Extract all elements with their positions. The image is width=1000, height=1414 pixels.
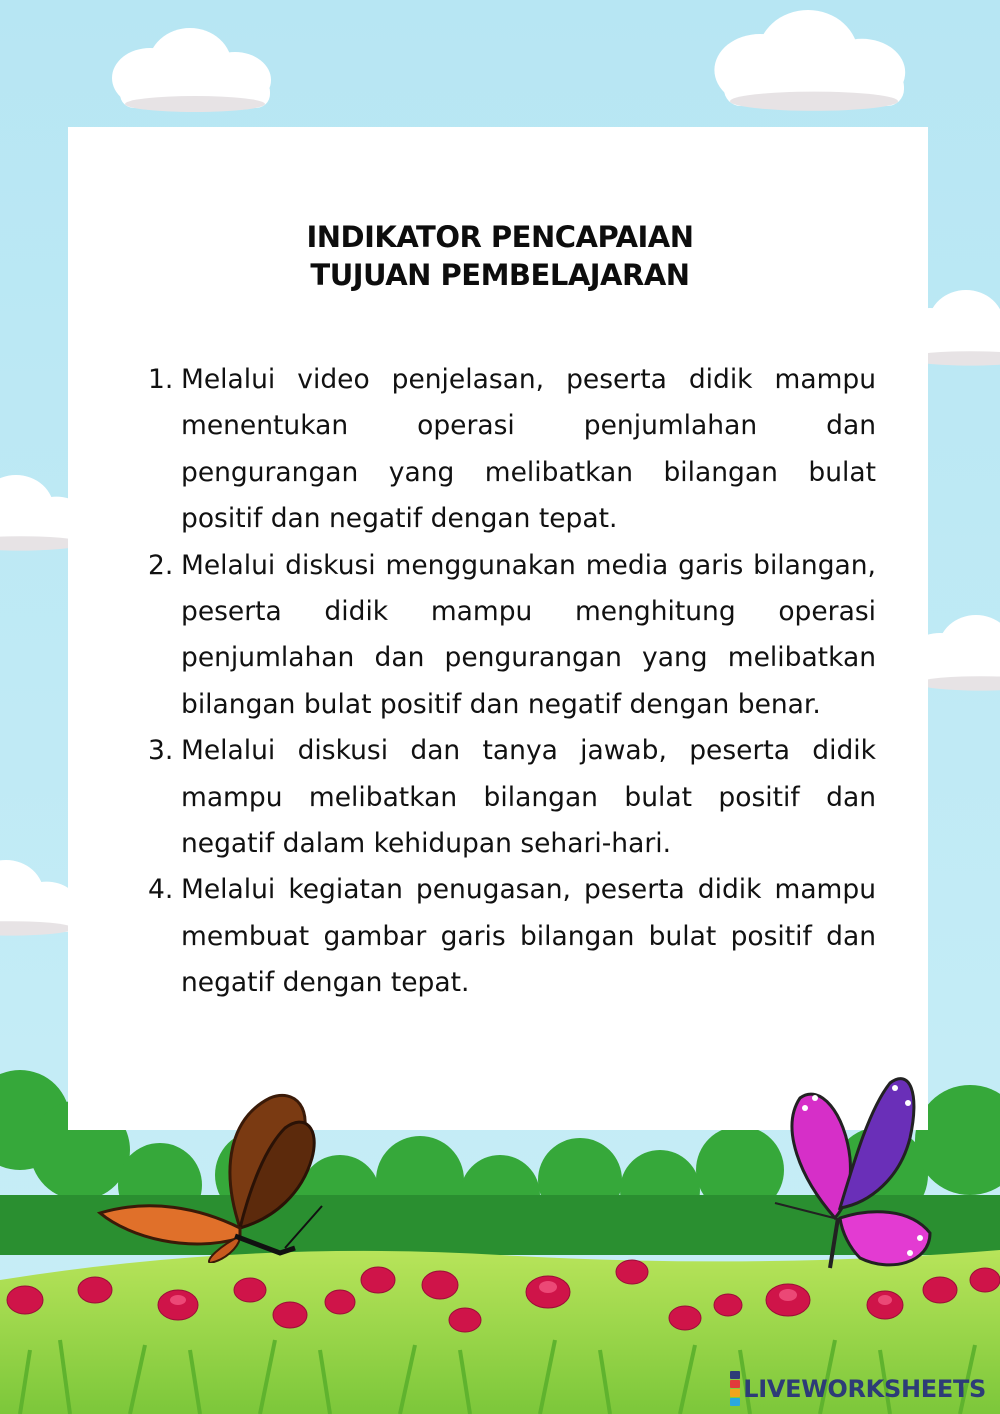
butterfly-pink-icon	[760, 1068, 950, 1278]
item-text: Melalui video penjelasan, peserta didik mampu menentukan operasi penjumlahan dan pengurangan yang melibatkan bilangan bulat positif dan negatif dengan tepat.	[181, 364, 876, 535]
title-line-2: TUJUAN PEMBELAJARAN	[310, 258, 690, 292]
item-text: Melalui kegiatan penugasan, peserta didik mampu membuat gambar garis bilangan bulat positif dan negatif dengan tepat.	[181, 874, 876, 999]
list-item	[148, 357, 876, 543]
page-title	[0, 218, 1000, 294]
title-line-1: INDIKATOR PENCAPAIAN	[306, 220, 694, 254]
logo-badge-icon	[730, 1371, 740, 1407]
item-text: Melalui diskusi menggunakan media garis bilangan, peserta didik mampu menghitung operasi penjumlahan dan pengurangan yang melibatkan bilangan bulat positif dan negatif dengan benar.	[181, 549, 876, 720]
logo-text: LIVEWORKSHEETS	[743, 1375, 986, 1403]
butterfly-orange-icon	[90, 1088, 330, 1263]
liveworksheets-logo[interactable]	[730, 1372, 986, 1406]
item-number: 3.	[148, 735, 174, 767]
item-number: 4.	[148, 874, 174, 906]
list-item	[148, 728, 876, 867]
list-item	[148, 867, 876, 1006]
item-text: Melalui diskusi dan tanya jawab, peserta didik mampu melibatkan bilangan bulat positif dan negatif dalam kehidupan sehari-hari.	[181, 735, 876, 860]
item-number: 1.	[148, 364, 174, 395]
list-item	[148, 543, 876, 729]
indicator-list	[148, 357, 876, 1007]
item-number: 2.	[148, 549, 174, 581]
